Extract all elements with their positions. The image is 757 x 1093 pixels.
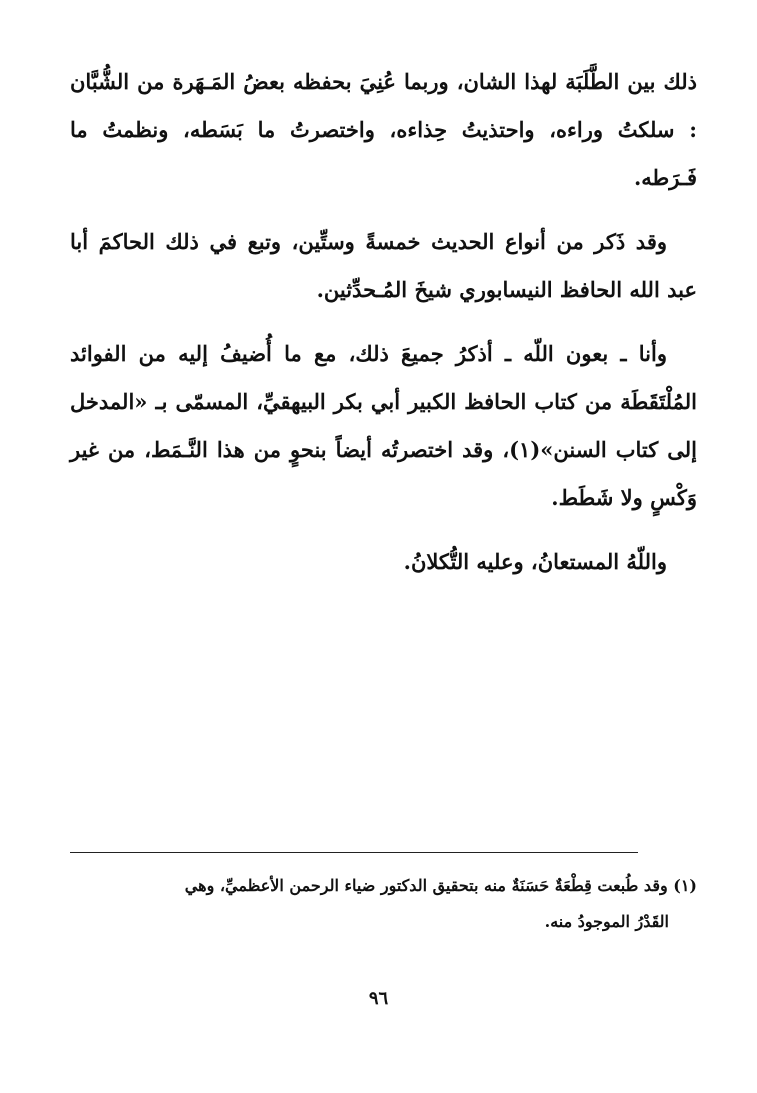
footnote-line-1: (١) وقد طُبعت قِطْعَةٌ حَسَنَةٌ منه بتحقيق الدكتور ضياء الرحمن الأعظميِّ، وهي	[184, 876, 697, 895]
footnote-line-2: القَدْرُ الموجودُ منه.	[544, 912, 669, 931]
paragraph-4: واللّهُ المستعانُ، وعليه التُّكلانُ.	[403, 549, 667, 574]
paragraph-2: وقد ذَكر من أنواع الحديث خمسةً وستِّين، وتبع في ذلك الحاكمَ أبا عبد الله الحافظ النيسابوري شيخَ المُـحدِّثين.	[70, 229, 697, 302]
paragraph-3: وأنا ـ بعون اللّه ـ أذكرُ جميعَ ذلك، مع ما أُضيفُ إليه من الفوائد المُلْتَقَطَة من كتاب الحافظ الكبير أبي بكر البيهقيِّ، المسمّى بـ «المدخل إلى كتاب السنن»(١)، وقد اختصرتُه أيضاً بنحوٍ من هذا النَّـمَط، من غير وَكْسٍ ولا شَطَط.	[70, 341, 697, 510]
main-text	[70, 58, 697, 602]
footnote	[70, 868, 697, 940]
page-number: ٩٦	[368, 988, 389, 1009]
footnote-separator	[70, 852, 638, 853]
paragraph-1: ذلك بين الطَّلَبَة لهذا الشان، وربما عُنِيَ بحفظه بعضُ المَـهَرة من الشُّبَّان : سلكتُ وراءه، واحتذيتُ حِذاءه، واختصرتُ ما بَسَطه، ونظمتُ ما فَـرَطه.	[70, 69, 697, 190]
